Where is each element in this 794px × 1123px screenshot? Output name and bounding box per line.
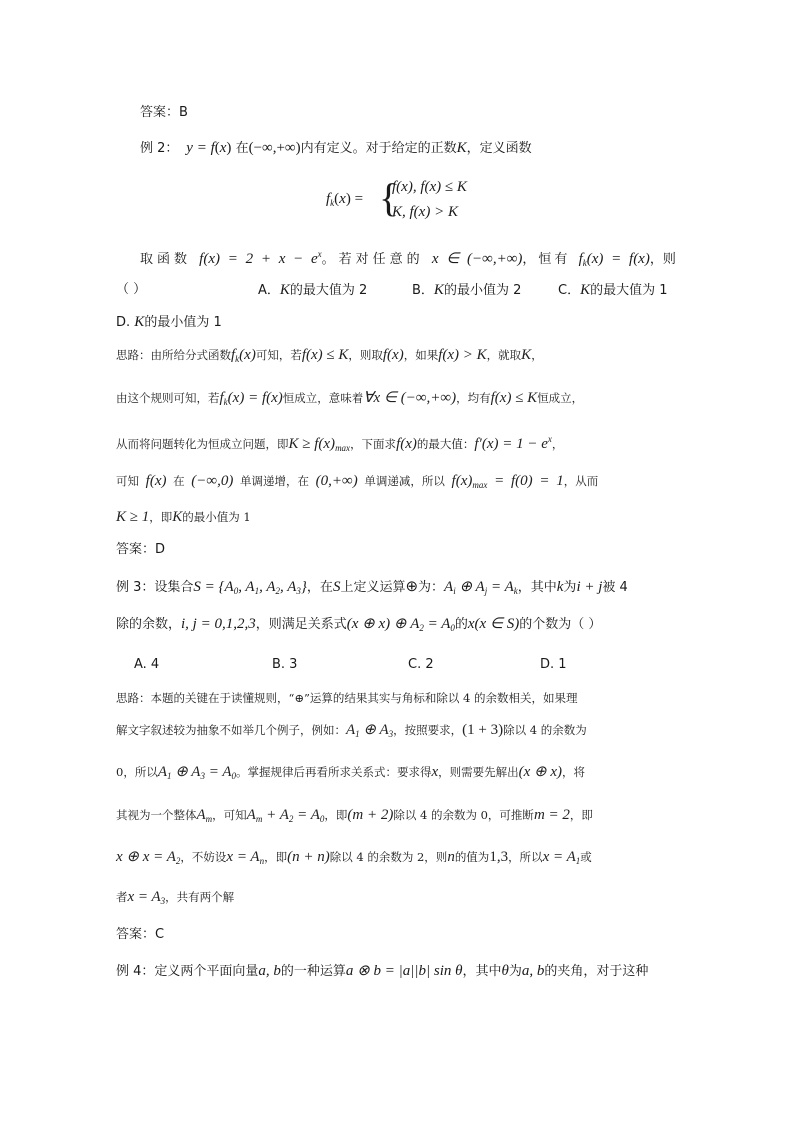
piecewise-lhs: $f_k(x)$ = bbox=[326, 191, 364, 208]
answer-paren: （ ） bbox=[116, 282, 147, 297]
option-d: D. K的最小值为 1 bbox=[116, 314, 222, 330]
solution-line-6: 者$x = A_3$，共有两个解 bbox=[116, 889, 235, 906]
answer-line: 答案：D bbox=[116, 542, 166, 557]
option-c: C. 2 bbox=[408, 657, 434, 672]
math: y = f bbox=[182, 140, 215, 156]
solution-line-1: 思路：由所给分式函数$f_k(x)$可知，若f(x) ≤ K，则取f(x)，如果f(x) > K，就取K， bbox=[116, 347, 543, 364]
math: (−∞,+∞) bbox=[248, 140, 301, 156]
solution-line-3: 从而将问题转化为恒成立问题，即$K \ge f(x)_{max}$，下面求f(x)的最大值：$f'(x) = 1 - e^x$， bbox=[116, 434, 564, 453]
solution-line-2: 由这个规则可知，若$f_k(x) = f(x)$恒成立，意味着∀x ∈ (−∞,+∞)，均有f(x) ≤ K恒成立， bbox=[116, 390, 584, 407]
solution-line-4: 可知 f(x) 在 (−∞,0) 单调递增，在 (0,+∞) 单调递减，所以 $f(x)_{max} = f(0) = 1$，从而 bbox=[116, 473, 599, 490]
solution-line-1: 思路：本题的关键在于读懂规则，“⊕”运算的结果其实与角标和除以 4 的余数相关，如果理 bbox=[116, 691, 578, 705]
option-a: A．K的最大值为 2 bbox=[258, 282, 368, 298]
solution-line-4: 其视为一个整体$A_m$，可知$A_m + A_2 = A_0$，即(m + 2)除以 4 的余数为 0，可推断m = 2，即 bbox=[116, 807, 593, 824]
example-3-line-1: 例 3：设集合$S = \{A_0$, $A_1$, $A_2$, $A_3$}，在S上定义运算⊕为：$A_i$ ⊕ $A_j = A_k$，其中k为i + j被 4 bbox=[116, 579, 628, 596]
piecewise-case-2: K, f(x) > K bbox=[392, 204, 458, 220]
example-4-line-1: 例 4：定义两个平面向量a, b的一种运算a ⊗ b = |a||b| sin θ，其中θ为a, b的夹角，对于这种 bbox=[116, 963, 649, 979]
answer-text: 答案：B bbox=[140, 105, 188, 120]
option-b: B. 3 bbox=[272, 657, 298, 672]
left-brace: { bbox=[379, 175, 399, 220]
example-label: 例 2： bbox=[140, 141, 179, 156]
piecewise-case-1: f(x), f(x) ≤ K bbox=[392, 179, 467, 195]
solution-line-3: 0，所以$A_1$ ⊕ $A_3 = A_0$。掌握规律后再看所求关系式：要求得x，则需要先解出(x ⊕ x)，将 bbox=[116, 764, 586, 781]
option-c: C．K的最大值为 1 bbox=[558, 282, 668, 298]
answer-line: 答案：C bbox=[116, 927, 165, 942]
example-3-line-2: 除的余数，i, j = 0,1,2,3，则满足关系式(x ⊕ x) ⊕ $A_2 = A_0$的x(x ∈ S)的个数为（ ） bbox=[116, 616, 602, 633]
solution-line-2: 解文字叙述较为抽象不如举几个例子，例如：$A_1$ ⊕ $A_3$，按照要求，(1 + 3)除以 4 的余数为 bbox=[116, 722, 587, 739]
solution-line-5: x ⊕ $x = A_2$，不妨设$x = A_n$，即(n + n)除以 4 的余数为 2，则n的值为1,3，所以$x = A_1$或 bbox=[116, 849, 592, 866]
option-d: D. 1 bbox=[540, 657, 567, 672]
answer-line bbox=[140, 104, 188, 122]
solution-line-5: K ≥ 1，即K的最小值为 1 bbox=[116, 509, 251, 525]
option-b: B．K的最小值为 2 bbox=[412, 282, 522, 298]
example-2-question: 取函数 $f(x) = 2 + x - e^x$。若对任意的 x ∈ (−∞,+∞)，恒有 $f_k(x) = f(x)$，则 bbox=[140, 249, 676, 268]
example-2-line-1: 例 2： y = f(x) 在(−∞,+∞)内有定义。对于给定的正数K，定义函数 bbox=[140, 140, 532, 156]
option-a: A. 4 bbox=[134, 657, 160, 672]
